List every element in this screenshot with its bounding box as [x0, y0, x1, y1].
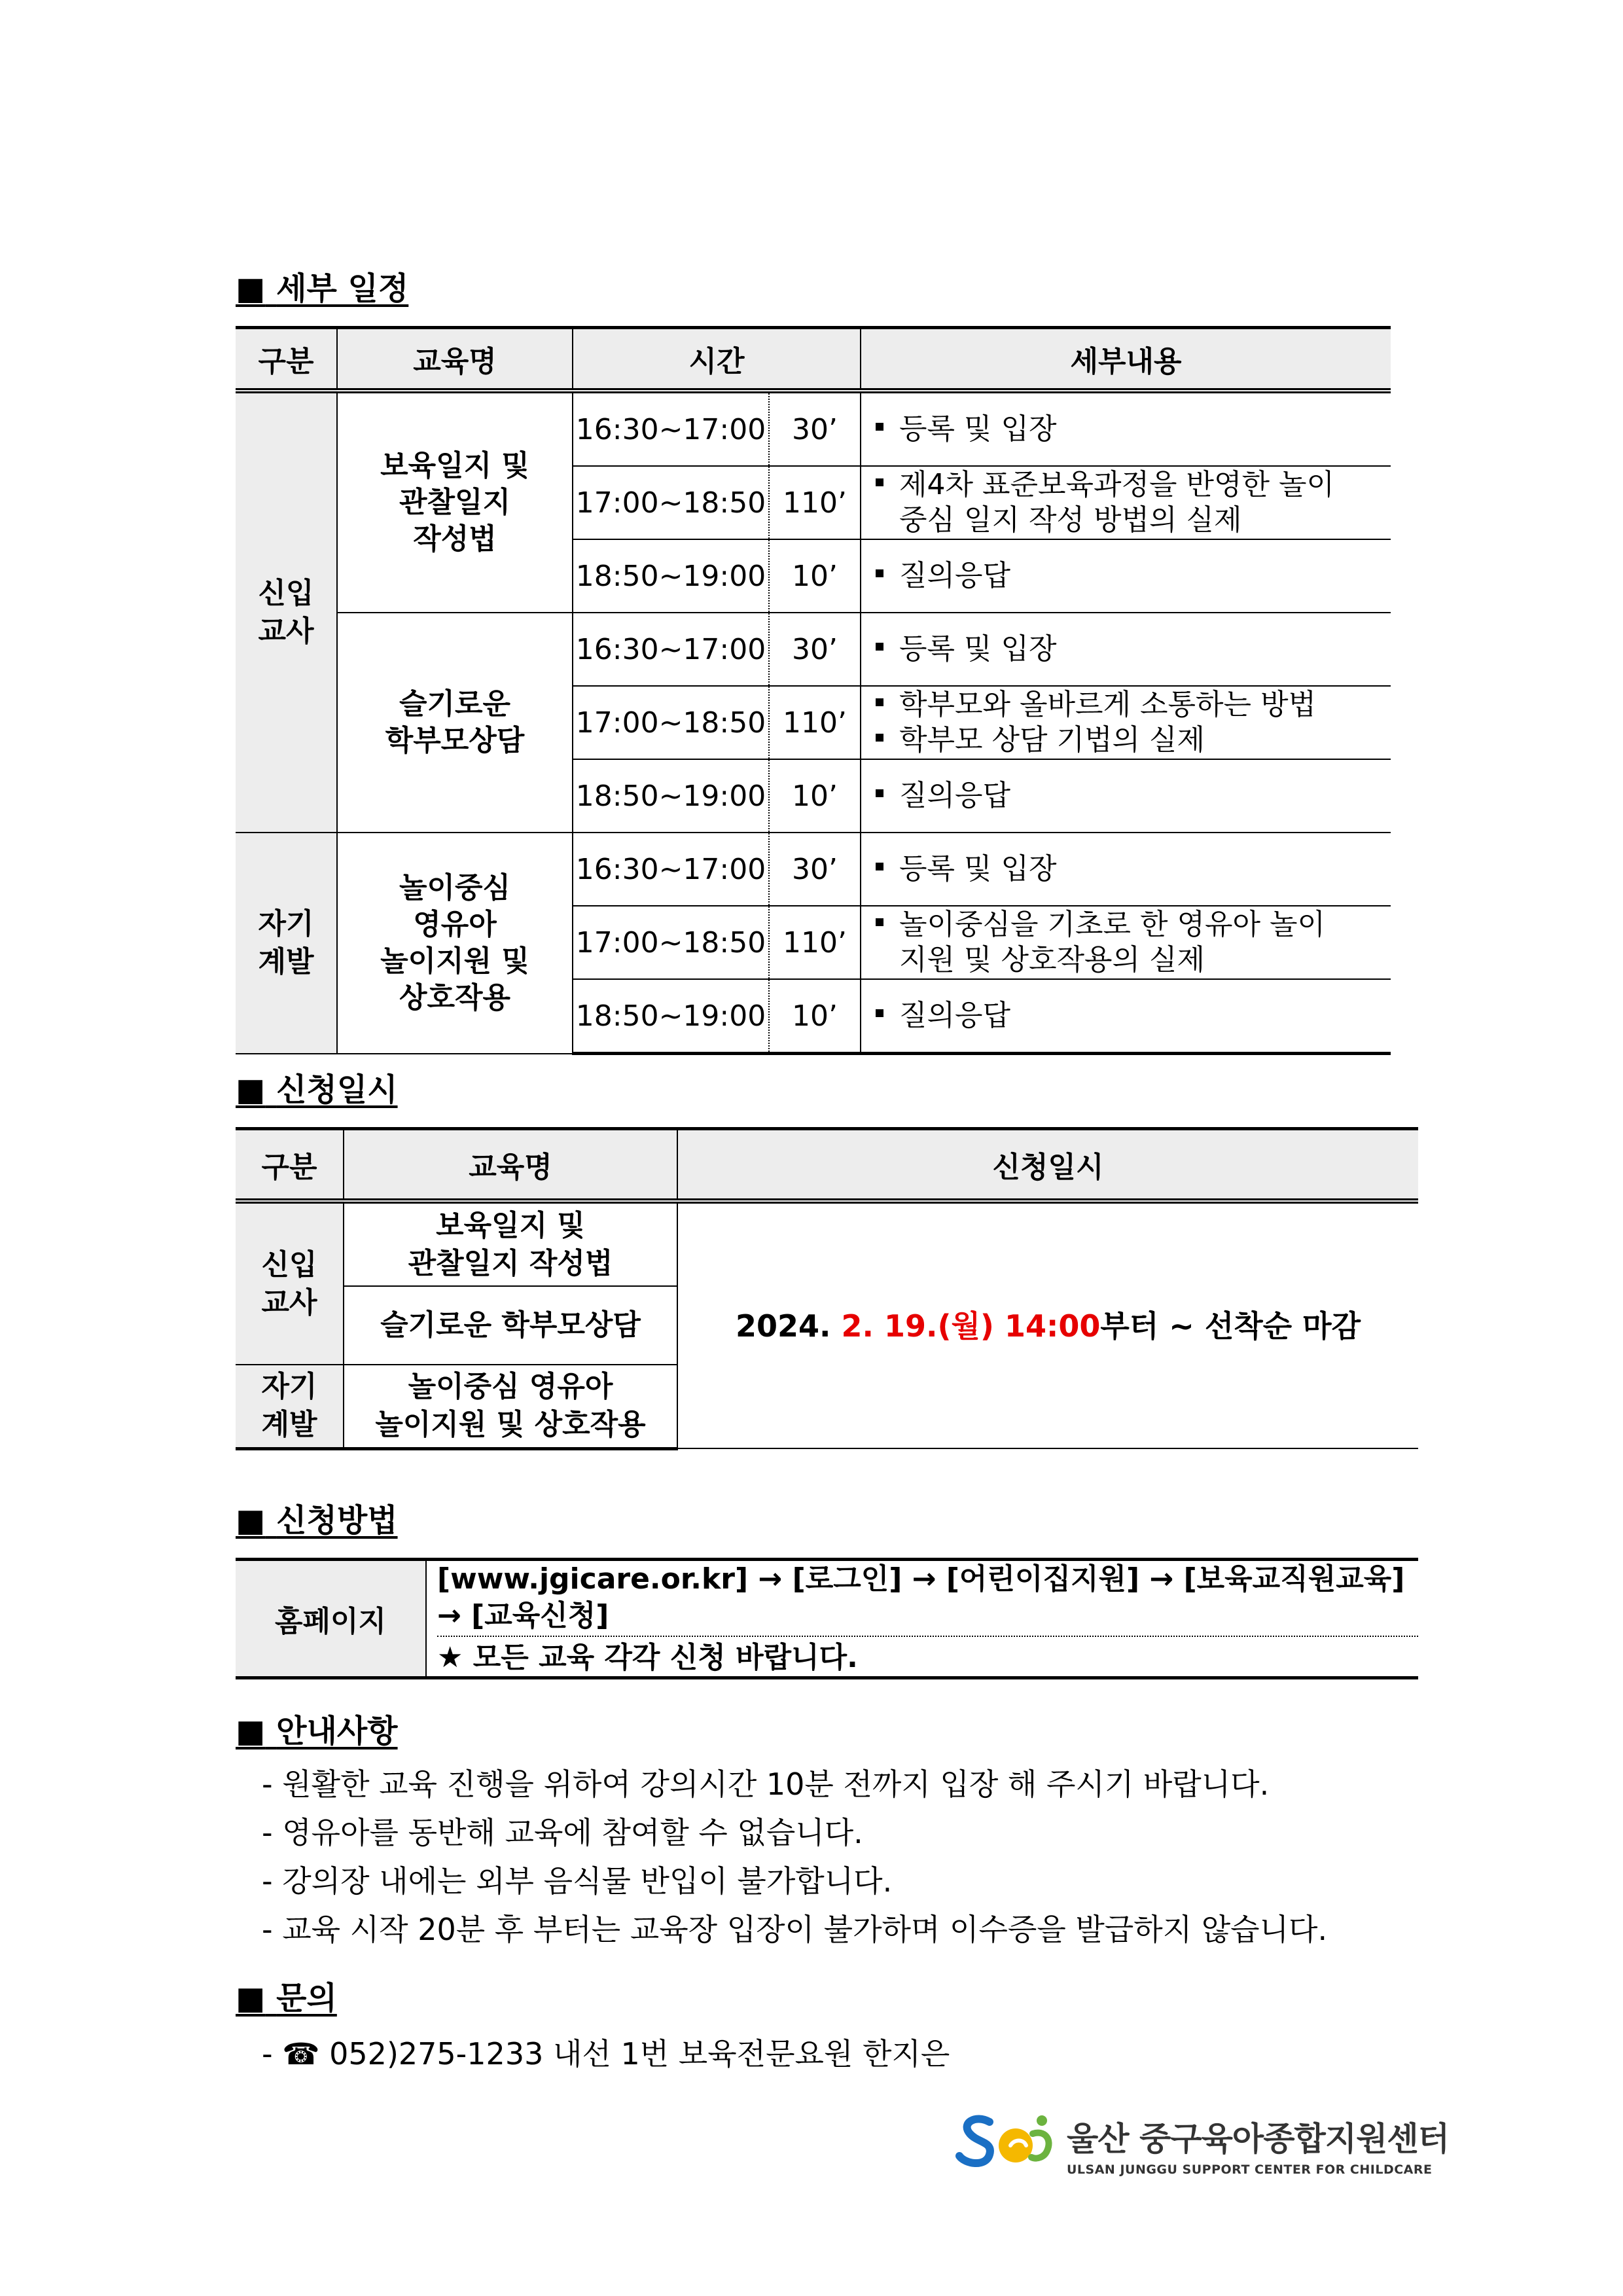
duration-cell: 110’: [769, 686, 861, 759]
duration-cell: 30’: [769, 613, 861, 686]
header-course: 교육명: [337, 328, 573, 391]
bullet-icon: [876, 863, 883, 870]
category-cell: 신입 교사: [236, 1201, 344, 1365]
contact-line: - ☎ 052)275-1233 내선 1번 보육전문요원 한지은: [262, 2036, 950, 2072]
detail-cell: [861, 539, 1391, 613]
detail-line: 질의응답: [876, 778, 1391, 814]
apply-table: [236, 1127, 1418, 1450]
detail-cell: [861, 686, 1391, 759]
section-title-contact: ■ 문의: [236, 1980, 337, 2017]
header-category: 구분: [236, 1129, 344, 1202]
course-cell: 보육일지 및 관찰일지 작성법: [344, 1201, 677, 1286]
bullet-icon: [876, 569, 883, 577]
header-course: 교육명: [344, 1129, 677, 1202]
method-content: [426, 1560, 1418, 1678]
section-title-schedule: ■ 세부 일정: [236, 270, 409, 307]
detail-line: 중심 일지 작성 방법의 실제: [899, 503, 1242, 537]
bullet-icon: [876, 643, 883, 651]
detail-line: 제4차 표준보육과정을 반영한 놀이: [876, 467, 1391, 503]
detail-line: 등록 및 입장: [876, 852, 1391, 887]
course-cell: 슬기로운 학부모상담: [337, 613, 573, 833]
notice-item: - 원활한 교육 진행을 위하여 강의시간 10분 전까지 입장 해 주시기 바랍니다.: [262, 1767, 1270, 1802]
apply-header-row: [236, 1129, 1418, 1202]
schedule-table: [236, 326, 1391, 1055]
section-marker: ■: [236, 1980, 266, 2017]
time-cell: 16:30~17:00: [573, 391, 769, 466]
detail-cell: [861, 833, 1391, 906]
bullet-icon: [876, 789, 883, 797]
header-detail: 세부내용: [861, 328, 1391, 391]
homepage-path-cont: → [교육신청]: [437, 1599, 609, 1632]
section-marker: ■: [236, 1713, 266, 1749]
duration-cell: 10’: [769, 539, 861, 613]
detail-line: 학부모 상담 기법의 실제: [876, 723, 1391, 758]
time-cell: 17:00~18:50: [573, 906, 769, 979]
category-cell: 신입 교사: [236, 391, 337, 833]
time-cell: 18:50~19:00: [573, 539, 769, 613]
course-cell: 놀이중심 영유아 놀이지원 및 상호작용: [337, 833, 573, 1054]
detail-cell: [861, 613, 1391, 686]
section-title-notice: ■ 안내사항: [236, 1713, 398, 1749]
bullet-icon: [876, 918, 883, 926]
homepage-path: [www.jgicare.or.kr] → [로그인] → [어린이집지원] → [보육교직원교육]: [437, 1562, 1405, 1596]
time-cell: 18:50~19:00: [573, 759, 769, 833]
detail-line: 질의응답: [876, 558, 1391, 594]
bullet-icon: [876, 734, 883, 742]
duration-cell: 110’: [769, 466, 861, 539]
category-cell: 자기 계발: [236, 1365, 344, 1448]
center-logo-text: [1067, 2113, 1449, 2177]
section-marker: ■: [236, 270, 266, 307]
detail-cell: [861, 979, 1391, 1054]
duration-cell: 30’: [769, 833, 861, 906]
center-name-en: ULSAN JUNGGU SUPPORT CENTER FOR CHILDCARE: [1067, 2162, 1433, 2177]
method-table: [236, 1558, 1418, 1679]
notice-item: - 교육 시작 20분 후 부터는 교육장 입장이 불가하며 이수증을 발급하지 않습니다.: [262, 1912, 1328, 1947]
detail-line: 등록 및 입장: [876, 632, 1391, 667]
detail-line: 등록 및 입장: [876, 412, 1391, 447]
table-row: [236, 613, 1391, 686]
section-marker: ■: [236, 1071, 266, 1108]
bullet-icon: [876, 1009, 883, 1017]
course-cell: 슬기로운 학부모상담: [344, 1286, 677, 1365]
duration-cell: 10’: [769, 979, 861, 1054]
apply-date-highlight: 2. 19.(월) 14:00: [841, 1308, 1101, 1344]
detail-line: 질의응답: [876, 998, 1391, 1033]
method-label: 홈페이지: [236, 1560, 426, 1678]
detail-cell: [861, 759, 1391, 833]
time-cell: 18:50~19:00: [573, 979, 769, 1054]
header-apply-date: 신청일시: [677, 1129, 1418, 1202]
section-title-method: ■ 신청방법: [236, 1502, 398, 1539]
detail-line: 지원 및 상호작용의 실제: [899, 943, 1205, 977]
time-cell: 17:00~18:50: [573, 686, 769, 759]
detail-cell: [861, 906, 1391, 979]
method-note: ★ 모든 교육 각각 신청 바랍니다.: [437, 1636, 1418, 1676]
bullet-icon: [876, 698, 883, 706]
table-row: [236, 1560, 1418, 1678]
bullet-icon: [876, 478, 883, 486]
duration-cell: 30’: [769, 391, 861, 466]
detail-line: 놀이중심을 기초로 한 영유아 놀이: [876, 907, 1391, 942]
section-marker: ■: [236, 1502, 266, 1539]
duration-cell: 110’: [769, 906, 861, 979]
table-row: [236, 833, 1391, 906]
table-row: [236, 1201, 1418, 1286]
course-cell: 보육일지 및 관찰일지 작성법: [337, 391, 573, 613]
section-title-apply: ■ 신청일시: [236, 1071, 398, 1108]
category-cell: 자기 계발: [236, 833, 337, 1054]
header-category: 구분: [236, 328, 337, 391]
duration-cell: 10’: [769, 759, 861, 833]
table-row: [236, 391, 1391, 466]
notice-item: - 영유아를 동반해 교육에 참여할 수 없습니다.: [262, 1815, 863, 1850]
schedule-header-row: [236, 328, 1391, 391]
detail-cell: [861, 391, 1391, 466]
time-cell: 16:30~17:00: [573, 833, 769, 906]
center-name-ko: 울산 중구육아종합지원센터: [1067, 2120, 1450, 2158]
detail-cell: [861, 466, 1391, 539]
center-logo-icon: [955, 2108, 1060, 2173]
apply-date-cell: 2024. 2. 19.(월) 14:00부터 ~ 선착순 마감: [677, 1201, 1418, 1448]
course-cell: 놀이중심 영유아 놀이지원 및 상호작용: [344, 1365, 677, 1448]
time-cell: 17:00~18:50: [573, 466, 769, 539]
header-time: 시간: [573, 328, 861, 391]
bullet-icon: [876, 423, 883, 431]
notice-item: - 강의장 내에는 외부 음식물 반입이 불가합니다.: [262, 1863, 893, 1899]
time-cell: 16:30~17:00: [573, 613, 769, 686]
detail-line: 학부모와 올바르게 소통하는 방법: [876, 687, 1391, 723]
